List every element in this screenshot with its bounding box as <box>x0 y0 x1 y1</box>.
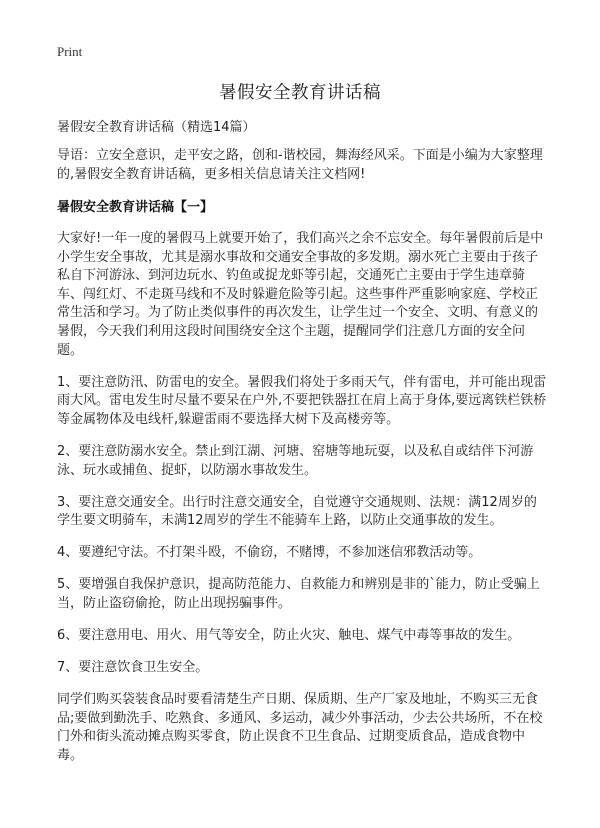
paragraph-opening: 大家好!一年一度的暑假马上就要开始了，我们高兴之余不忘安全。每年暑假前后是中小学生安全事故，尤其是溺水事故和交通安全事故的多发期。溺水死亡主要由于孩子私自下河游泳、到河边玩水、钓鱼或捉龙虾等引起，交通死亡主要由于学生违章骑车、闯红灯、不走斑马线和不及时躲避危险等引起。这些事件严重影响家庭、学校正常生活和学习。为了防止类似事件的再次发生，让学生过一个安全、文明、有意义的暑假，今天我们利用这段时间围绕安全这个主题，提醒同学们注意几方面的安全问题。 <box>57 231 544 358</box>
print-link[interactable]: Print <box>57 44 83 59</box>
paragraph-food-safety: 同学们购买袋装食品时要看清楚生产日期、保质期、生产厂家及地址，不购买三无食品;要做到勤洗手、吃熟食、多通风、多运动，减少外事活动，少去公共场所，不在校门外和街头流动摊点购买零食，防止误食不卫生食品、过期变质食品，造成食物中毒。 <box>57 692 543 764</box>
paragraph-item-7: 7、要注意饮食卫生安全。 <box>57 660 209 676</box>
paragraph-item-3: 3、要注意交通安全。出行时注意交通安全，自觉遵守交通规则、法规：满12周岁的学生要文明骑车，未满12周岁的学生不能骑车上路，以防止交通事故的发生。 <box>57 494 537 529</box>
page-title: 暑假安全教育讲话稿 <box>219 83 381 103</box>
paragraph-item-2: 2、要注意防溺水安全。禁止到江湖、河塘、窑塘等地玩耍，以及私自或结伴下河游泳、玩水或捕鱼、捉虾，以防溺水事故发生。 <box>57 443 534 478</box>
paragraph-item-4: 4、要遵纪守法。不打架斗殴，不偷窃，不赌博，不参加迷信邪教活动等。 <box>57 545 482 561</box>
section-heading: 暑假安全教育讲话稿【一】 <box>57 200 214 215</box>
subtitle: 暑假安全教育讲话稿（精选14篇） <box>57 120 256 135</box>
paragraph-item-5: 5、要增强自我保护意识，提高防范能力、自救能力和辨别是非的`能力，防止受骗上当，防止盗窃偷抢，防止出现拐骗事件。 <box>57 577 540 611</box>
intro-paragraph: 导语：立安全意识，走平安之路，创和-谐校园，舞海经风采。下面是小编为大家整理的,暑假安全教育讲话稿，更多相关信息请关注文档网! <box>57 148 543 182</box>
paragraph-item-6: 6、要注意用电、用火、用气等安全，防止火灾、触电、煤气中毒等事故的发生。 <box>57 628 521 644</box>
body-text <box>57 230 547 779</box>
paragraph-item-1: 1、要注意防汛、防雷电的安全。暑假我们将处于多雨天气，伴有雷电，并可能出现雷雨大风。雷电发生时尽量不要呆在户外,不要把铁器扛在肩上高于身体,要远离铁栏铁桥等金属物体及电线杆,躲避雷雨不要选择大树下及高楼旁等。 <box>57 374 547 427</box>
